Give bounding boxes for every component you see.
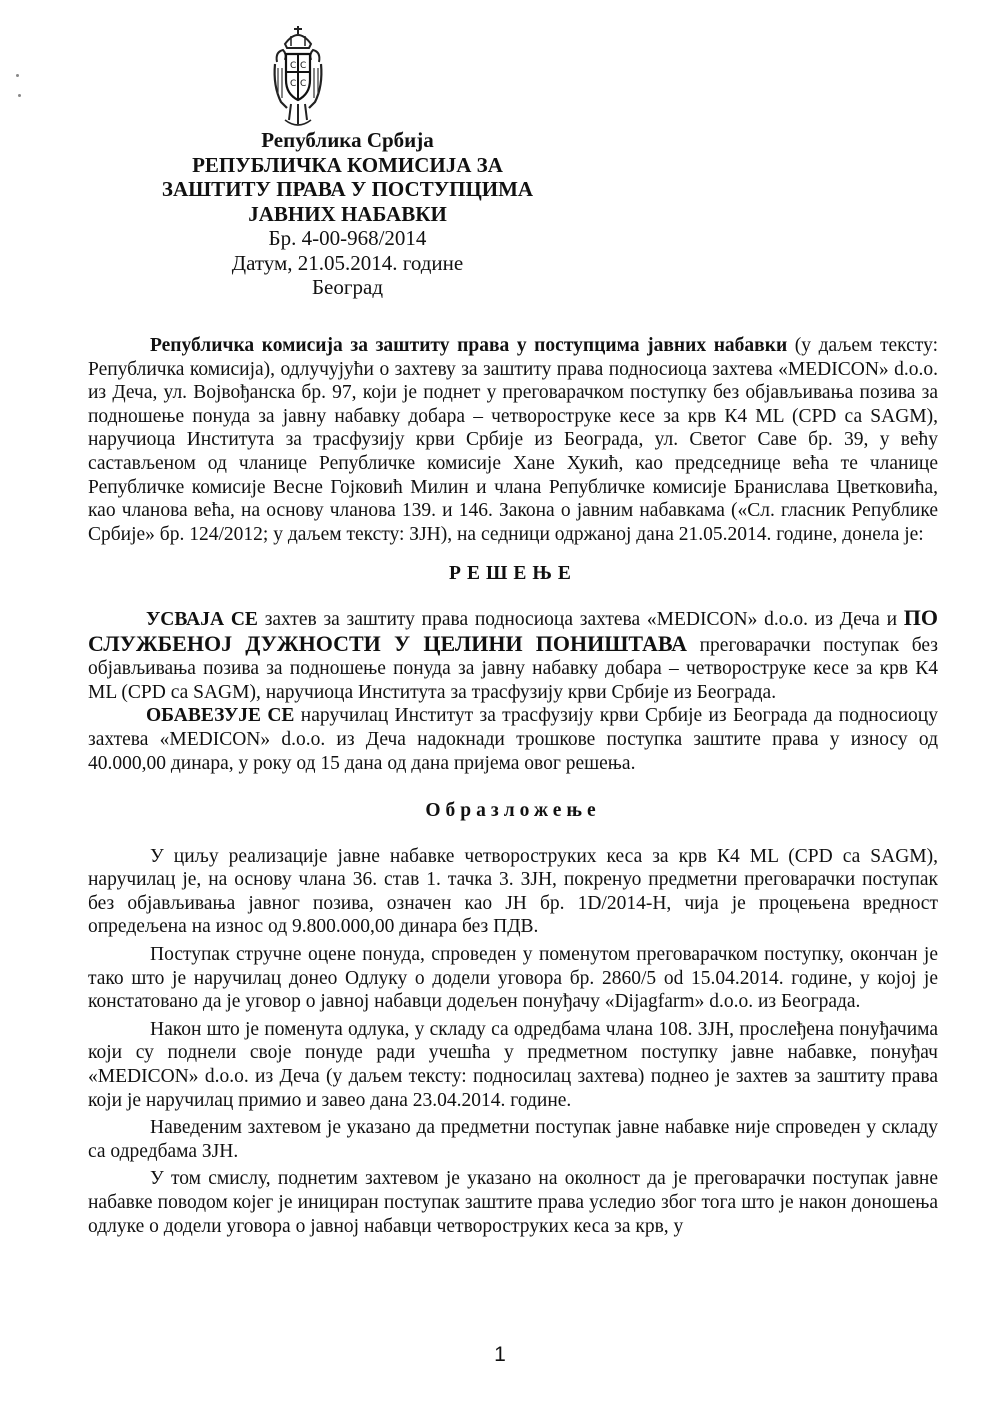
reasoning-paragraph-5: У том смислу, поднетим захтевом је указано на околност да је преговарачки поступак јавне набавке поводом којег је инициран поступак заштите права уследио због тога што је након доношења одлуке о додели уговора о јавној набавци четвороструких кеса за крв, у [88,1168,938,1237]
decision-heading: РЕШЕЊЕ [449,563,577,585]
intro-paragraph [88,334,938,546]
coat-of-arms-icon [271,24,325,130]
scan-speck [18,94,21,97]
decision-paragraph-1 [88,606,938,704]
intro-text: (у даљем тексту: Републичка комисија), одлучујући о захтеву за заштиту права подносиоца захтева «MEDICON» d.o.o. из Деча, ул. Војвођанска бр. 97, који је поднет у преговарачком поступку без објављивања позива за подношење понуда за јавну набавку добара – четвороструке кесе за крв К4 ML (CPD са SAGM), наручиоца Института за трасфузију крви Србије из Београда, ул. Светог Саве бр. 39, у већу састављеном од чланице Републичке комисије Хане Хукић, као председнице већа те чланице Републичке комисије Весне Гојковић Милин и члана Републичке комисије Бранислава Цветковића, као чланова већа, на основу чланова 139. и 146. Закона о јавним набавкама («Сл. гласник Републике Србије» бр. 124/2012; у даљем тексту: ЗЈН), на седници одржаној дана 21.05.2014. године, донела је: [88,335,938,545]
decision-p1-bold: УСВАЈА СЕ [146,608,258,630]
commission-name-line2: ЗАШТИТУ ПРАВА У ПОСТУПЦИМА [161,177,534,201]
svg-text:C: C [300,79,307,89]
decision-p2-bold: ОБАВЕЗУЈЕ СЕ [146,705,295,727]
reasoning-paragraph-1: У циљу реализације јавне набавке четвороструких кеса за крв К4 ML (CPD са SAGM), наручилац је, на основу члана 36. став 1. тачка 3. ЗЈН, покренуо предметни преговарачки поступак без објављивања јавног позива, означен као ЈН бр. 1D/2014-Н, чија је процењена вредност опредељена на износ од 9.800.000,00 динара без ПДВ. [88,845,938,938]
case-number: Бр. 4-00-968/2014 [268,226,427,250]
scan-speck [16,74,19,77]
decision-p1-text: захтев за заштиту права подносиоца захтева «MEDICON» d.o.o. из Деча и [257,608,904,630]
commission-name-line1: РЕПУБЛИЧКА КОМИСИЈА ЗА [192,152,503,177]
reasoning-paragraph-2: Поступак стручне оцене понуда, спроведен у поменутом преговарачком поступку, окончан је тако што је наручилац донео Одлуку о додели уговора бр. 2860/5 od 15.04.2014. године, у којој је констатовано да је уговор о јавној набавци додељен понуђачу «Dijagfarm» d.o.o. из Београда. [88,944,938,1013]
document-date: Датум, 21.05.2014. године [231,250,464,275]
page-number: 1 [494,1343,506,1366]
document-city: Београд [312,275,383,299]
reasoning-heading: Образложење [425,800,601,822]
svg-text:C: C [290,61,297,71]
svg-text:C: C [300,61,307,71]
decision-p2-text: наручилац Институт за трасфузију крви Србије из Београда да подносиоцу захтева «MEDICON» d.o.o. из Деча надокнади трошкове поступка заштите права у износу од 40.000,00 динара, у року од 15 дана од дана пријема овог решења. [88,705,938,774]
reasoning-paragraph-4: Наведеним захтевом је указано да предметни поступак јавне набавке није спроведен у складу са одредбама ЗЈН. [88,1117,938,1162]
commission-name-line3: ЈАВНИХ НАБАВКИ [248,201,447,226]
document-body [88,334,938,1238]
country-name: Република Србија [261,128,434,152]
intro-bold: Републичка комисија за заштиту права у поступцима јавних набавки [150,335,788,356]
decision-paragraph-2 [88,704,938,775]
decision-p1-big: ПО СЛУЖБЕНОЈ ДУЖНОСТИ У ЦЕЛИНИ ПОНИШТАВА [88,604,938,656]
svg-text:C: C [290,79,297,89]
reasoning-paragraph-3: Након што је поменута одлука, у складу са одредбама члана 108. ЗЈН, прослеђена понуђачима који су поднели своје понуде ради учешћа у предметном поступку јавне набавке, понуђач «MEDICON» d.o.o. из Деча (у даљем тексту: подносилац захтева) поднео је захтев за заштиту права који је наручилац примио и завео дана 23.04.2014. године. [88,1018,938,1111]
decision-p1-rest: преговарачки поступак без објављивања позива за подношење понуда за јавну набавку добара – четвороструке кесе за крв К4 ML (CPD са SAGM), наручиоца Института за трасфузију крви Србије из Београда. [88,634,938,703]
issuer-header [100,128,595,300]
